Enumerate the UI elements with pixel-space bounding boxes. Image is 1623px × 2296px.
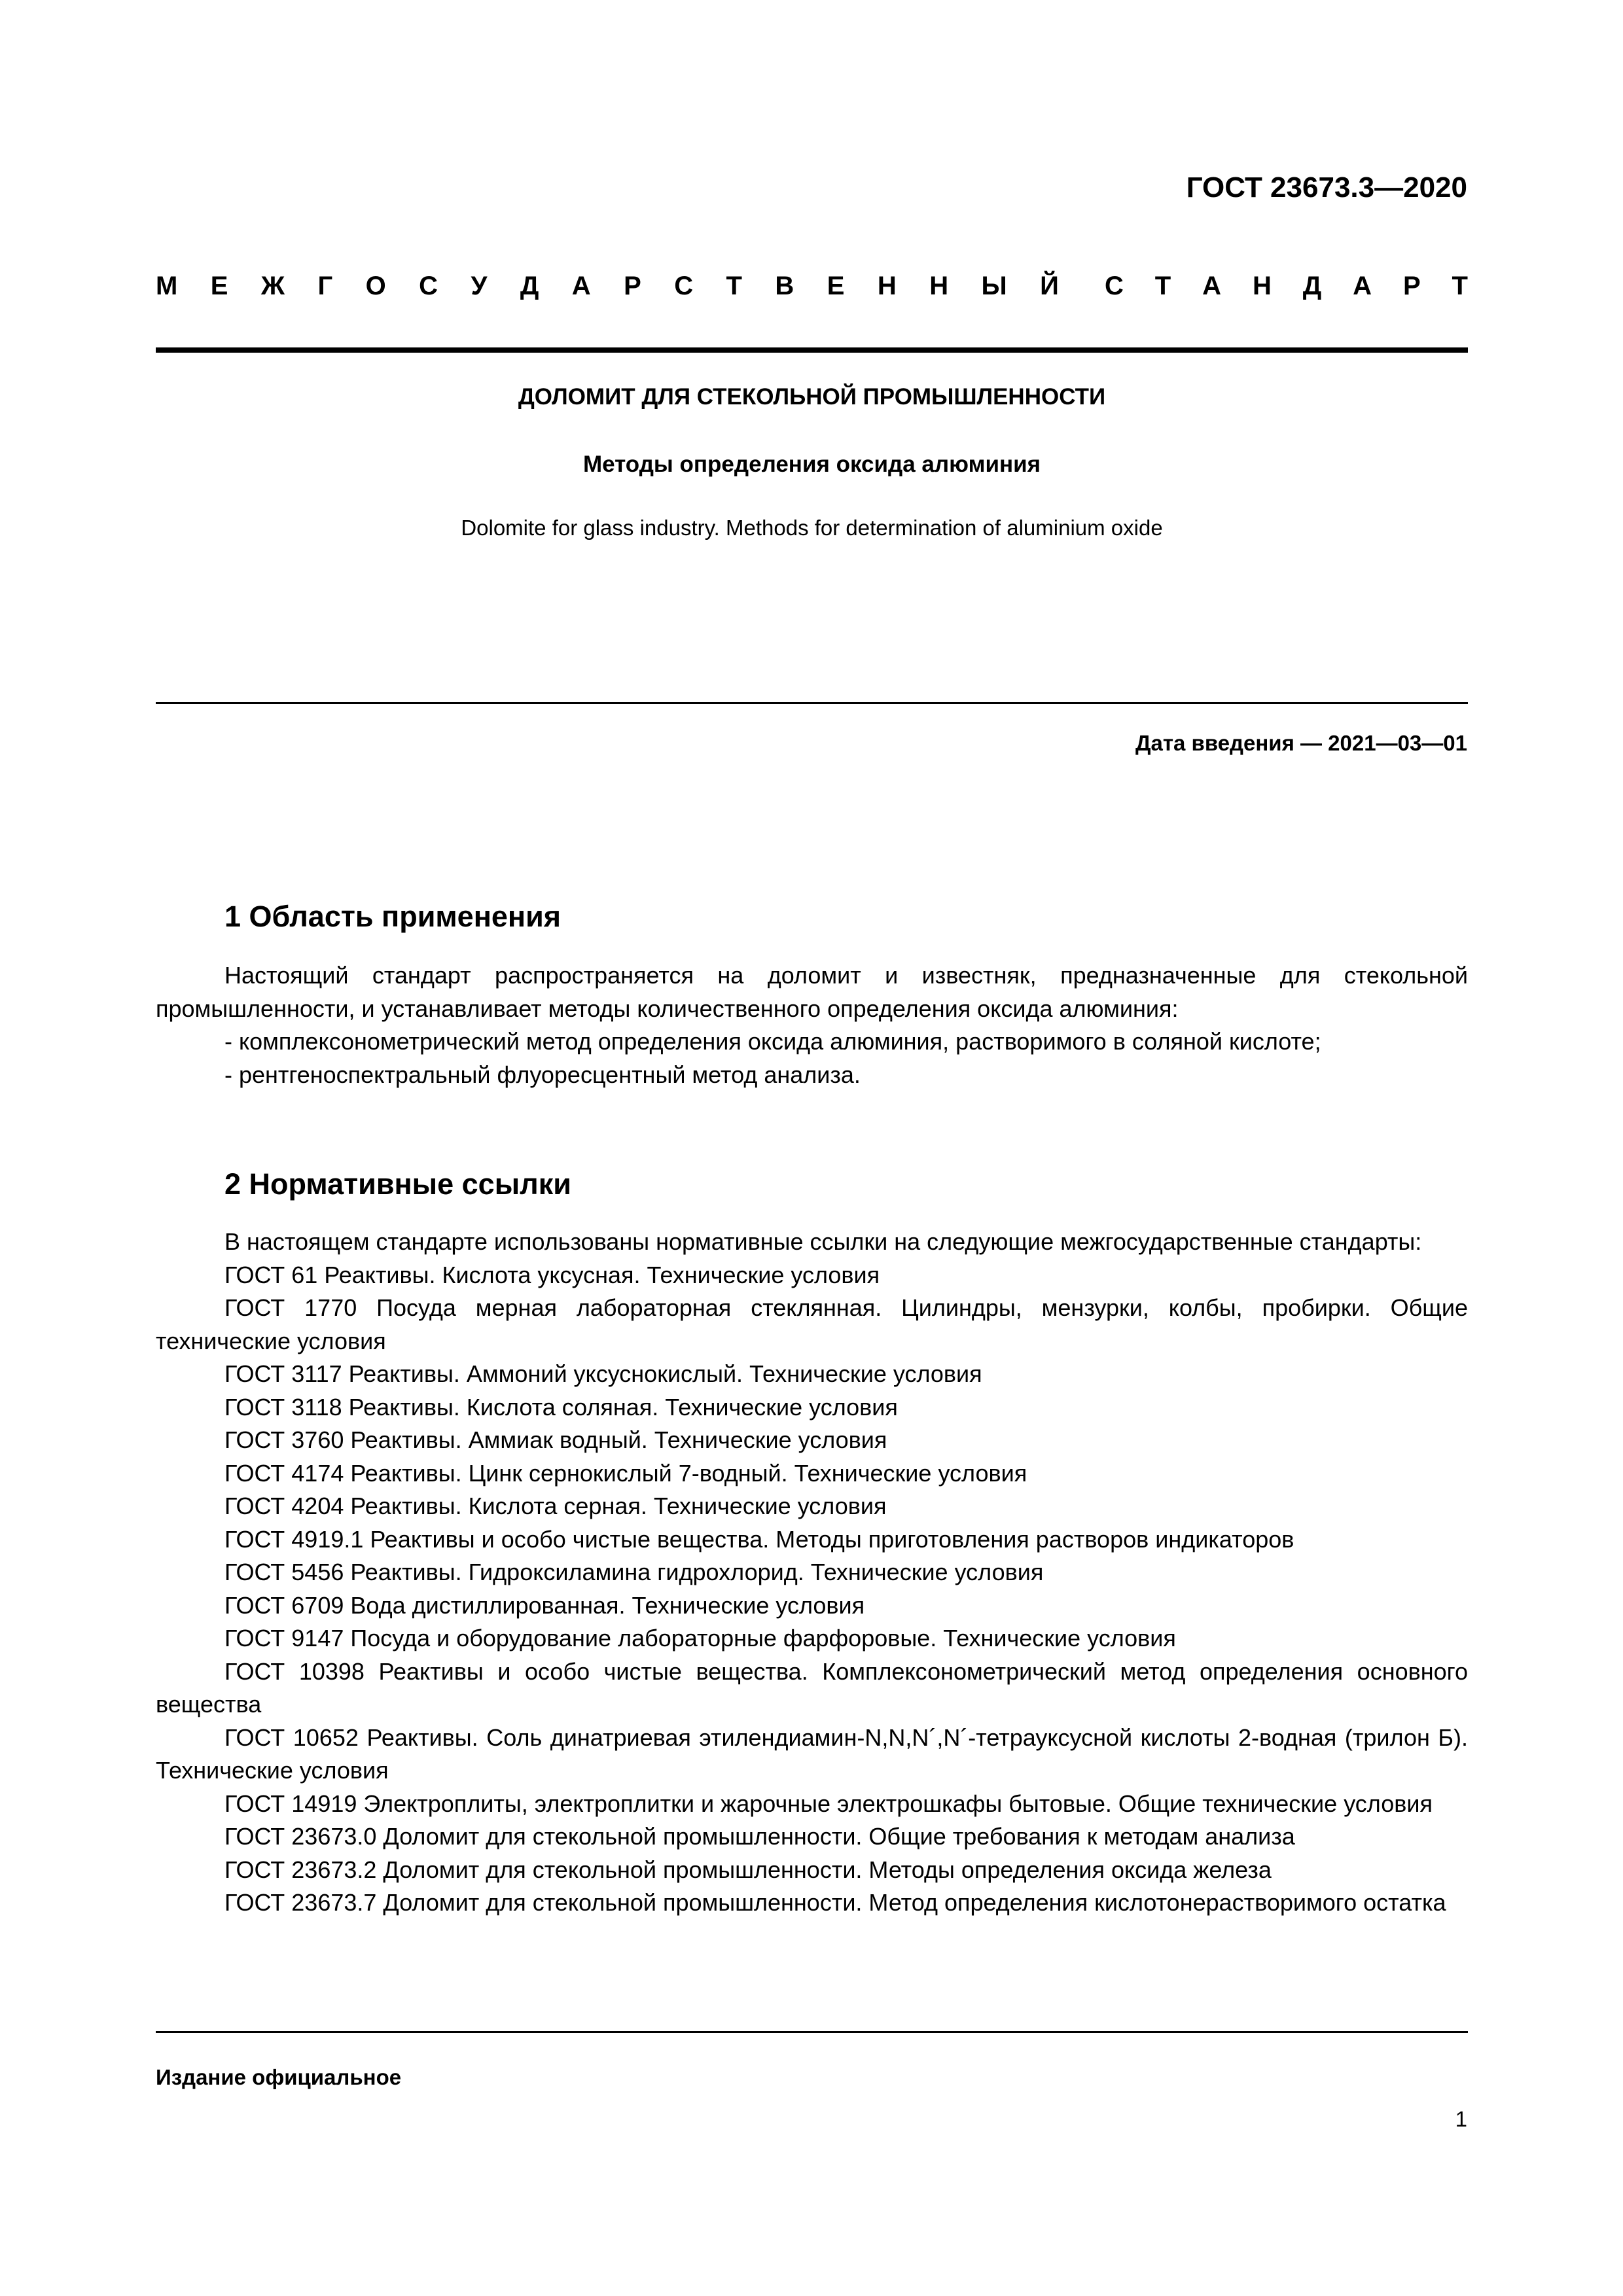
reference-item: ГОСТ 6709 Вода дистиллированная. Технические условия (224, 1591, 865, 1619)
introduction-date: Дата введения — 2021—03—01 (1135, 731, 1467, 755)
document-title: ДОЛОМИТ ДЛЯ СТЕКОЛЬНОЙ ПРОМЫШЛЕННОСТИ (518, 384, 1106, 410)
reference-item: ГОСТ 10652 Реактивы. Соль динатриевая этилендиамин-N,N,N´,N´-тетрауксусной кислоты 2-водная (трилон Б). Технические условия (156, 1723, 1468, 1784)
page-number: 1 (1455, 2107, 1467, 2131)
reference-item: ГОСТ 10398 Реактивы и особо чистые вещества. Комплексонометрический метод определения основного вещества (156, 1657, 1468, 1718)
standard-type-word2: С Т А Н Д А Р Т (1105, 272, 1468, 300)
reference-item: ГОСТ 3117 Реактивы. Аммоний уксуснокислый. Технические условия (224, 1360, 982, 1387)
section-1-body (156, 959, 1468, 1091)
title-divider (156, 702, 1468, 704)
standard-designation: ГОСТ 23673.3—2020 (1186, 171, 1467, 203)
standard-type-banner (156, 272, 1468, 301)
section-1-heading: 1 Область применения (224, 900, 562, 933)
reference-item: ГОСТ 14919 Электроплиты, электроплитки и жарочные электрошкафы бытовые. Общие технические условия (224, 1790, 1433, 1817)
footer-divider (156, 2031, 1468, 2033)
reference-item: ГОСТ 5456 Реактивы. Гидроксиламина гидрохлорид. Технические условия (224, 1559, 1044, 1585)
document-subtitle: Методы определения оксида алюминия (582, 451, 1041, 477)
reference-item: ГОСТ 9147 Посуда и оборудование лабораторные фарфоровые. Технические условия (224, 1625, 1176, 1651)
section-1-item-2: - рентгеноспектральный флуоресцентный метод анализа. (224, 1061, 861, 1088)
reference-item: ГОСТ 1770 Посуда мерная лабораторная стеклянная. Цилиндры, мензурки, колбы, пробирки. Общие технические условия (156, 1294, 1468, 1354)
reference-item: ГОСТ 23673.0 Доломит для стекольной промышленности. Общие требования к методам анализа (224, 1823, 1295, 1850)
reference-item: ГОСТ 61 Реактивы. Кислота уксусная. Технические условия (224, 1261, 880, 1288)
header-divider (156, 347, 1468, 353)
reference-item: ГОСТ 23673.7 Доломит для стекольной промышленности. Метод определения кислотонерастворимого остатка (224, 1889, 1446, 1916)
reference-item: ГОСТ 4174 Реактивы. Цинк сернокислый 7-водный. Технические условия (224, 1459, 1027, 1487)
section-1-item-1: - комплексонометрический метод определения оксида алюминия, растворимого в соляной кислоте; (224, 1028, 1321, 1055)
document-title-english: Dolomite for glass industry. Methods for determination of aluminium oxide (461, 516, 1163, 540)
standard-type-word1: М Е Ж Г О С У Д А Р С Т В Е Н Н Ы Й (156, 272, 1059, 300)
reference-item: ГОСТ 3118 Реактивы. Кислота соляная. Технические условия (224, 1393, 898, 1421)
section-2-heading: 2 Нормативные ссылки (224, 1167, 571, 1201)
section-2-body (156, 1226, 1468, 1920)
section-2-paragraph: В настоящем стандарте использованы нормативные ссылки на следующие межгосударственные стандарты: (224, 1228, 1422, 1255)
section-1-paragraph: Настоящий стандарт распространяется на доломит и известняк, предназначенные для стекольной промышленности, и устанавливает методы количественного определения оксида алюминия: (156, 962, 1468, 1022)
reference-item: ГОСТ 4919.1 Реактивы и особо чистые вещества. Методы приготовления растворов индикаторов (224, 1525, 1294, 1553)
reference-item: ГОСТ 3760 Реактивы. Аммиак водный. Технические условия (224, 1426, 887, 1453)
reference-item: ГОСТ 4204 Реактивы. Кислота серная. Технические условия (224, 1492, 887, 1519)
reference-item: ГОСТ 23673.2 Доломит для стекольной промышленности. Методы определения оксида железа (224, 1856, 1272, 1883)
edition-label: Издание официальное (156, 2065, 402, 2089)
